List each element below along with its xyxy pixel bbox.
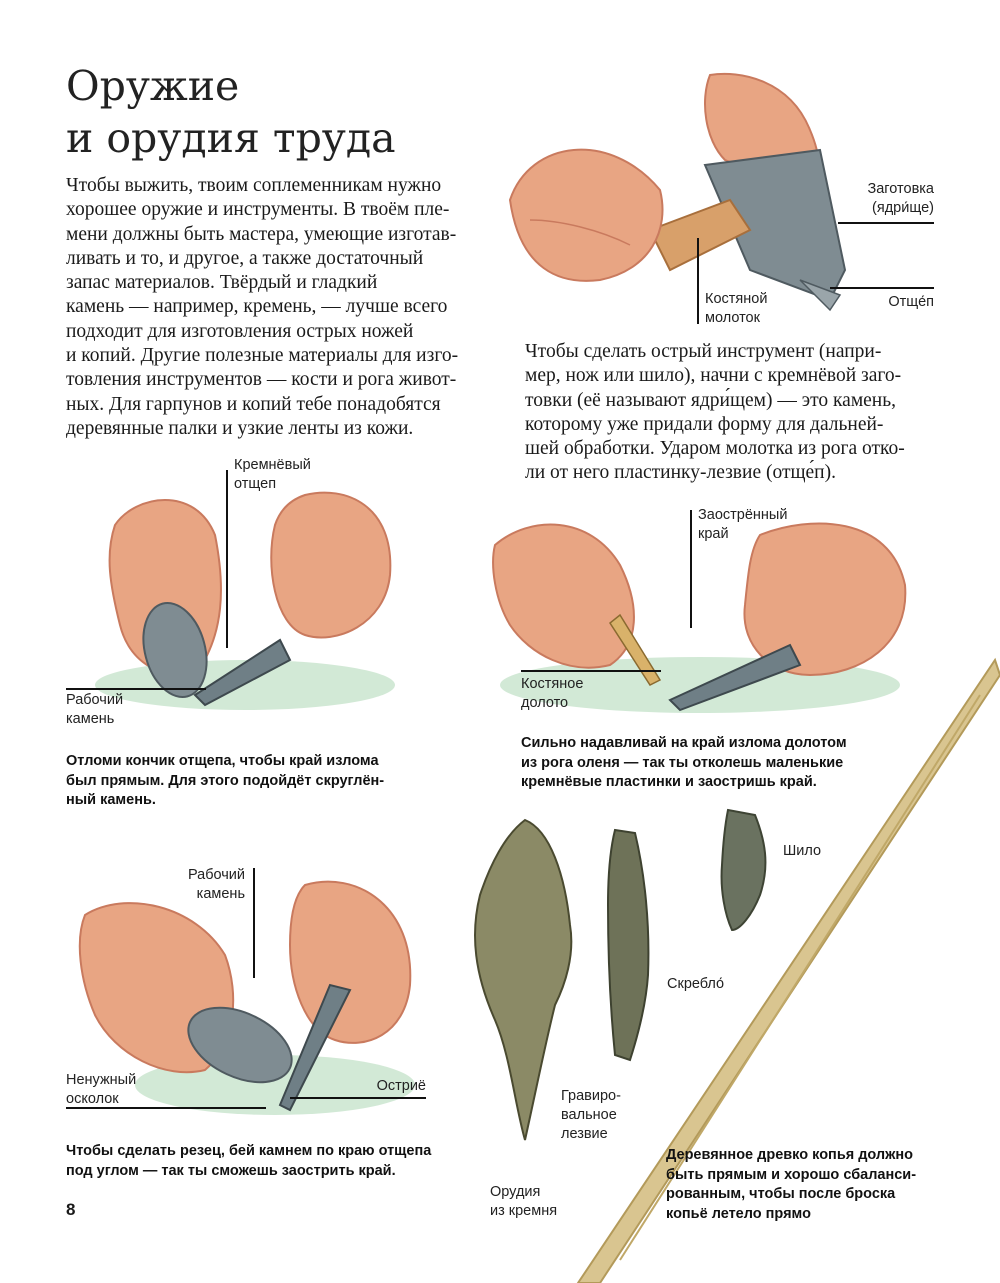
step1-illustration	[95, 465, 425, 715]
hammer-leader	[697, 238, 699, 324]
step3-stone-leader	[253, 868, 255, 978]
title-line-1: Оружие	[66, 62, 240, 110]
step2-caption: Сильно надавливай на край излома долотом из рога оленя — так ты отколешь маленькие кремнёвые пластинки и заостришь край.	[521, 735, 847, 790]
label-graver-blade: Гравиро- вальное лезвие	[561, 1088, 621, 1142]
step1-caption: Отломи кончик отщепа, чтобы край излома был прямым. Для этого подойдёт скруглён- ный камень.	[66, 753, 385, 808]
label-bone-chisel: Костяное долото	[521, 676, 584, 711]
label-working-stone-3: Рабочий камень	[187, 867, 245, 902]
label-awl: Шило	[783, 843, 822, 859]
step3-caption: Чтобы сделать резец, бей камнем по краю отщепа под углом — так ты сможешь заострить край.	[66, 1143, 432, 1179]
step1-flake-leader	[226, 470, 228, 648]
spear-caption: Деревянное древко копья должно быть прямым и хорошо сбаланси- рованным, чтобы после броска копьё летело прямо	[666, 1147, 917, 1222]
label-point: Остриё	[376, 1078, 426, 1094]
step1-stone-leader	[66, 688, 206, 690]
label-bone-hammer: Костяной молоток	[705, 291, 768, 326]
label-waste-chip: Ненужный осколок	[66, 1072, 137, 1107]
step3-point-leader	[290, 1097, 426, 1099]
label-flint-flake: Кремнёвый отщеп	[234, 457, 311, 492]
core-paragraph: Чтобы сделать острый инструмент (напри- мер, нож или шило), начни с кремнёвой заго- товки (её называют ядри́щем) — это камень, которому уже придали форму для дальней- шей обработки. Ударом молотка из рога отко- ли от него пластинку-лезвие (отще́п).	[525, 341, 905, 484]
page-number: 8	[66, 1200, 76, 1219]
label-flake: Отще́п	[888, 294, 934, 310]
flint-tools-illustration	[470, 805, 780, 1150]
core-leader	[838, 222, 934, 224]
core-knapping-illustration	[500, 70, 860, 340]
label-scraper: Скребло́	[667, 976, 725, 992]
label-flint-tools: Орудия из кремня	[490, 1184, 558, 1219]
page-title	[66, 60, 396, 164]
title-line-2: и орудия труда	[66, 114, 396, 162]
intro-paragraph: Чтобы выжить, твоим соплеменникам нужно хорошее оружие и инструменты. В твоём пле- мени должны быть мастера, умеющие изготав- ливать и то, и другое, а также достаточный запас материалов. Твёрдый и гладкий камень — например, кремень, — лучше всего подходит для изготовления острых ножей и копий. Другие полезные материалы для изго- товления инструментов — кости и рога живот- ных. Для гарпунов и копий тебе понадобятся деревянные палки и узкие ленты из кожи.	[66, 175, 459, 439]
step2-edge-leader	[690, 510, 692, 628]
flake-leader	[830, 287, 934, 289]
label-sharpened-edge: Заострённый край	[698, 507, 788, 542]
label-working-stone-1: Рабочий камень	[66, 692, 124, 727]
label-core: Заготовка (ядри́ще)	[867, 181, 934, 216]
